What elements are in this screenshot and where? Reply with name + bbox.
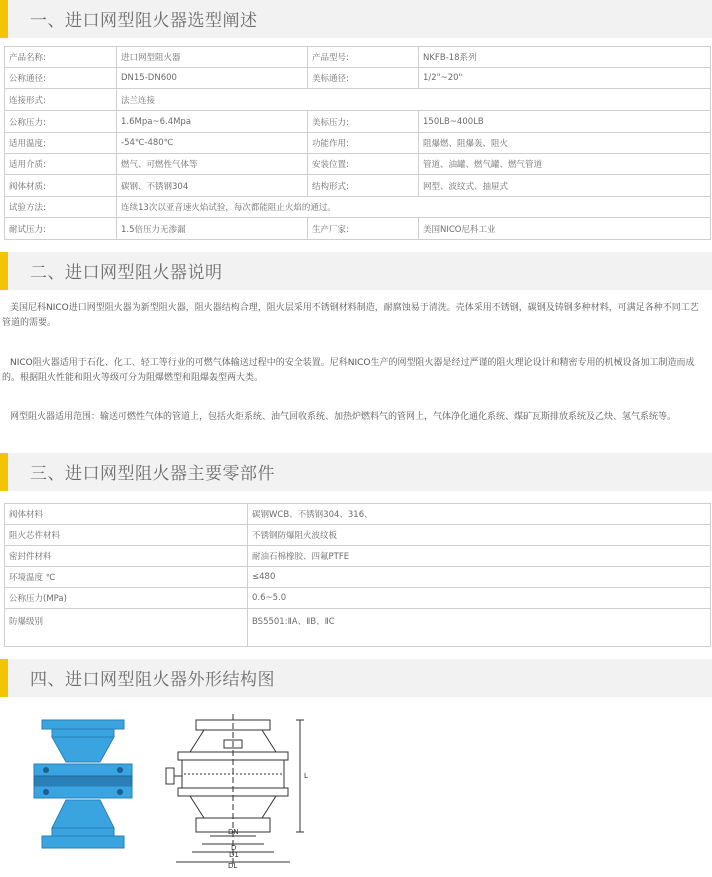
valve-3d-render — [34, 720, 132, 848]
table-cell: 耐油石棉橡胶、四氟PTFE — [248, 546, 711, 567]
table-cell: 阀体材质: — [5, 175, 117, 197]
table-cell: -54℃-480℃ — [117, 133, 308, 154]
structure-figure — [0, 706, 330, 873]
table-cell: 连接形式: — [5, 89, 117, 111]
table-cell: 阀体材料 — [5, 504, 248, 525]
table-row — [5, 567, 711, 588]
table-row — [5, 111, 711, 133]
table-row — [5, 68, 711, 89]
table-cell: 碳钢、不锈钢304 — [117, 175, 308, 197]
table-cell: 适用介质: — [5, 154, 117, 175]
table-cell: 进口网型阻火器 — [117, 47, 308, 68]
table-cell: 阻爆燃、阻爆轰、阻火 — [419, 133, 711, 154]
table-cell: 0.6~5.0 — [248, 588, 711, 609]
paragraph: 美国尼科NICO进口网型阻火器为新型阻火器，阻火器结构合理，阻火层采用不锈钢材料制造，耐腐蚀易于清洗。壳体采用不锈钢，碳钢及铸钢多种材料，可满足各种不同工艺管道的需要。 — [2, 303, 699, 328]
table-cell: 防爆级别 — [5, 609, 248, 647]
table-row — [5, 89, 711, 111]
table-cell: 适用温度: — [5, 133, 117, 154]
section-title: 二、进口网型阻火器说明 — [30, 263, 223, 283]
table-cell: 网型、波纹式、抽屉式 — [419, 175, 711, 197]
table-cell: 管道、油罐、燃气罐、燃气管道 — [419, 154, 711, 175]
table-cell: 功能作用: — [308, 133, 419, 154]
spec-table — [4, 46, 711, 240]
section-heading-1 — [0, 0, 712, 38]
table-cell: 公称通径: — [5, 68, 117, 89]
parts-table — [4, 503, 711, 647]
table-row — [5, 133, 711, 154]
paragraph: NICO阻火器适用于石化、化工、轻工等行业的可燃气体输送过程中的安全装置。尼科NICO生产的网型阻火器是经过严谨的阻火理论设计和精密专用的机械设备加工制造而成的。根据阻火性能和阻火等级可分为阻爆燃型和阻爆轰型两大类。 — [2, 358, 695, 383]
table-cell: 燃气、可燃性气体等 — [117, 154, 308, 175]
table-cell: DN15-DN600 — [117, 68, 308, 89]
table-cell: 密封件材料 — [5, 546, 248, 567]
dimension-label-dl: DL — [228, 862, 238, 870]
table-cell: BS5501:ⅡA、ⅡB、ⅡC — [248, 609, 711, 647]
table-row — [5, 546, 711, 567]
table-cell: 法兰连接 — [117, 89, 711, 111]
table-row — [5, 525, 711, 546]
table-cell: 150LB~400LB — [419, 111, 711, 133]
table-cell: 试验方法: — [5, 197, 117, 218]
table-cell: 安装位置: — [308, 154, 419, 175]
paragraph: 网型阻火器适用范围：输送可燃性气体的管道上，包括火炬系统、油气回收系统、加热炉燃料气的管网上，气体净化通化系统、煤矿瓦斯排放系统及乙炔、氢气系统等。 — [10, 412, 677, 422]
table-row — [5, 609, 711, 647]
table-cell: 耐试压力: — [5, 218, 117, 240]
table-cell: 不锈钢防爆阻火波纹板 — [248, 525, 711, 546]
table-cell: 阻火芯件材料 — [5, 525, 248, 546]
table-cell: ≤480 — [248, 567, 711, 588]
section-title: 四、进口网型阻火器外形结构图 — [30, 670, 275, 690]
dimension-label-d1: D1 — [229, 851, 239, 859]
dimension-label-d: D — [231, 844, 237, 852]
dimension-label-l: L — [304, 772, 308, 780]
table-cell: 1.6Mpa~6.4Mpa — [117, 111, 308, 133]
table-row — [5, 175, 711, 197]
section-heading-2 — [0, 252, 712, 290]
table-cell: 结构形式: — [308, 175, 419, 197]
table-row — [5, 588, 711, 609]
table-row — [5, 218, 711, 240]
table-cell: 碳钢WCB、不锈钢304、316、 — [248, 504, 711, 525]
table-cell: 生产厂家: — [308, 218, 419, 240]
table-cell: 1.5倍压力无渗漏 — [117, 218, 308, 240]
section-heading-3 — [0, 453, 712, 491]
section-heading-4 — [0, 659, 712, 697]
table-row — [5, 47, 711, 68]
table-cell: 环境温度 ℃ — [5, 567, 248, 588]
section-title: 三、进口网型阻火器主要零部件 — [30, 464, 275, 484]
table-cell: 公称压力: — [5, 111, 117, 133]
table-row — [5, 197, 711, 218]
table-cell: 公称压力(MPa) — [5, 588, 248, 609]
table-cell: 美标通径: — [308, 68, 419, 89]
dimension-label-dn: DN — [228, 828, 239, 836]
valve-illustration — [0, 706, 330, 873]
table-row — [5, 154, 711, 175]
table-cell: 连续13次以亚音速火焰试验，每次都能阻止火焰的通过。 — [117, 197, 711, 218]
table-cell: 美标压力: — [308, 111, 419, 133]
table-row — [5, 504, 711, 525]
section-title: 一、进口网型阻火器选型阐述 — [30, 11, 258, 31]
table-cell: 产品型号: — [308, 47, 419, 68]
table-cell: 1/2"~20" — [419, 68, 711, 89]
table-cell: 产品名称: — [5, 47, 117, 68]
table-cell: NKFB-18系列 — [419, 47, 711, 68]
table-cell: 美国NICO尼科工业 — [419, 218, 711, 240]
